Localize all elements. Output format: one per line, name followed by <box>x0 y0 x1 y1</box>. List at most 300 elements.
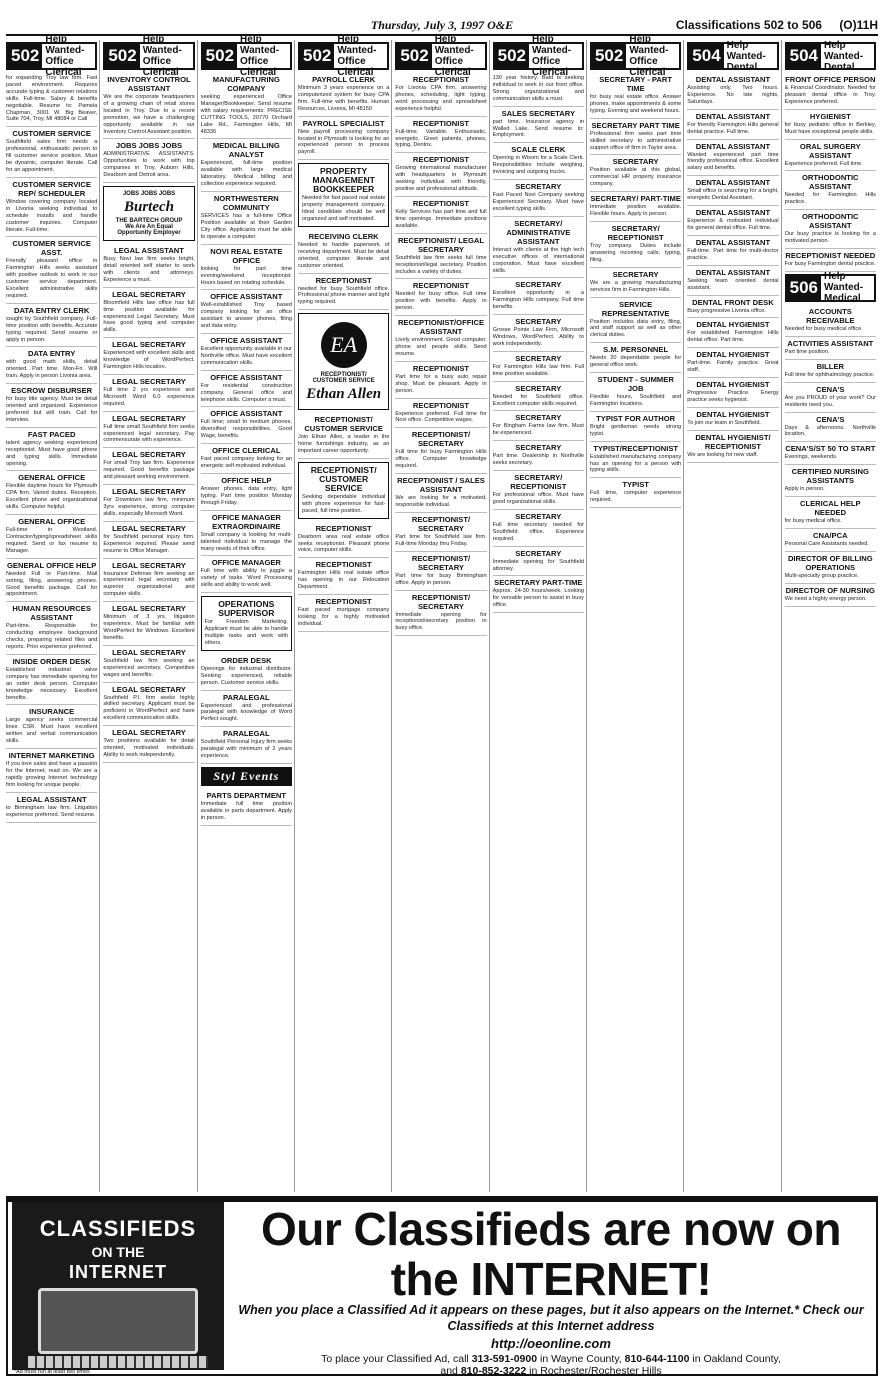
ad-body: Small company is looking for multi-talented individual to manage the many needs of their office. <box>200 531 292 552</box>
classified-ad <box>785 110 876 140</box>
category-number: 502 <box>592 44 626 68</box>
category-header-medical <box>785 271 876 305</box>
ad-title: GENERAL OFFICE HELP <box>7 560 97 570</box>
ad-body: We are looking for a motivated, responsible individual. <box>395 495 487 508</box>
category-number: 502 <box>203 44 237 68</box>
ad-body: Seeking dependable individual with phone experience for fast-paced, full time position. <box>301 493 386 514</box>
category-number: 504 <box>689 44 723 68</box>
classified-ad <box>298 274 389 311</box>
ad-body: Needed for busy medical office. <box>784 325 863 332</box>
classified-ad <box>201 245 292 291</box>
ad-title: DATA ENTRY <box>28 349 76 359</box>
ad-body: Experienced and professional paralegal with knowledge of Word Perfect sought. <box>200 702 292 723</box>
ad-title: ORTHODONTIC ASSISTANT <box>802 212 859 231</box>
ad-title: SECRETARY <box>515 353 562 363</box>
classified-ad <box>590 412 681 442</box>
classified-ad <box>201 407 292 444</box>
classified-ad <box>103 448 194 485</box>
ad-title: SECRETARY/ RECEPTIONIST <box>510 473 567 492</box>
ad-title: FAST PACED <box>27 429 76 439</box>
banner-footnote: *Ad must run at least two times <box>14 1369 90 1375</box>
ad-title: PROPERTY MANAGEMENT BOOKKEEPER <box>312 166 375 195</box>
classified-ad <box>493 73 584 107</box>
classified-ad <box>687 296 778 319</box>
ad-title: DENTAL HYGIENIST <box>696 350 770 360</box>
ad-title: RECEPTIONIST <box>412 75 470 84</box>
classified-ad <box>201 371 292 408</box>
internet-address-link[interactable]: http://oeonline.com <box>491 1336 611 1351</box>
ad-body: Days & afternoons. Northville location. <box>784 424 876 438</box>
ad-title: OFFICE ASSISTANT <box>210 336 283 346</box>
ad-title: PAYROLL SPECIALIST <box>302 118 385 128</box>
ad-title: CENA'S/ST 50 TO START <box>785 444 876 454</box>
ad-title: RECEPTIONIST <box>412 198 470 208</box>
ad-title: NORTHWESTERN COMMUNITY <box>213 194 279 213</box>
internet-promo-banner <box>6 1196 878 1376</box>
classified-ad <box>395 73 486 117</box>
place-ad-line <box>234 1353 868 1377</box>
classified-ad <box>687 318 778 348</box>
ad-title: DENTAL HYGIENIST <box>696 380 770 390</box>
ad-title: RECEPTIONIST/OFFICE ASSISTANT <box>397 318 485 337</box>
classified-ad <box>785 552 876 584</box>
ad-body: Flexible hours, Southfield and Farmington locations. <box>589 394 682 407</box>
ad-body: We are the corporate headquarters of a growing chain of retail stores located in Troy. Due to a recent promotion, we have a challenging opportunity available in our Inventory Control Assistant position. <box>103 94 195 135</box>
ethan-name: Ethan Allen <box>306 386 382 403</box>
ad-title: DENTAL ASSISTANT <box>695 237 771 247</box>
ad-body: Troy company. Duties include answering incoming calls, typing, filing. <box>589 242 682 263</box>
ad-body: Professional firm seeks part time skilled secretary to administrative support office of firm in Taylor area. <box>589 130 682 151</box>
classified-ad <box>6 515 97 559</box>
ad-body: Part time. Dealership in Northville seeks secretary. <box>492 453 584 467</box>
ad-body: Immediate opening for receptionist/secretary position in busy office. <box>395 611 487 632</box>
classified-ad <box>493 576 584 613</box>
ad-title: RECEPTIONIST/ SECRETARY <box>411 553 471 572</box>
category-header <box>687 39 778 73</box>
category-number: 502 <box>105 44 139 68</box>
ad-body: Opening in Wixom for a Scale Clerk. Responsibilities include weighing, invoicing and outgoing trucks. <box>492 155 584 176</box>
ad-body: Southfield Personal Injury firm seeks paralegal with minimum of 2 years experience. <box>200 739 292 760</box>
ad-body: Wanted experienced part time friendly professional office. Excellent salary and benefits. <box>687 151 779 172</box>
ad-title: RECEPTIONIST <box>412 155 470 165</box>
classified-ad <box>687 73 778 110</box>
ad-body: Are you PROUD of your work? Our residents need you. <box>784 394 876 408</box>
ad-title: OPERATIONS SUPERVISOR <box>218 599 275 619</box>
category-header <box>201 34 292 78</box>
ad-body: Dearborn area real estate office seeks receptionist. Pleasant phone voice, computer skills. <box>297 533 390 554</box>
category-label: Help Wanted-Office Clerical <box>45 34 85 78</box>
ad-body: for expanding Troy law firm. Fast paced environment. Requires accurate typing & customer relations skills. Full-time. Salary & benefits negotiable. Resume to: Pamela Chapman, 3001 W. Big Beaver, Suite 704, Troy, MI 48084 or Call <box>6 75 98 123</box>
ad-title: DENTAL HYGIENIST <box>696 409 770 419</box>
classified-ad <box>201 139 292 192</box>
bartech-tag: We Are An Equal Opportunity Employer <box>117 224 181 237</box>
ad-title: MEDICAL BILLING ANALYST <box>212 141 280 160</box>
ad-body: Minimum 3 years experience on a computerized system for busy CPA firm. Full-time with benefits. Human Resources, Livonia, MI 48150 <box>297 85 390 112</box>
classified-column <box>200 34 295 1192</box>
classified-ad <box>590 119 681 156</box>
classified-ad <box>6 793 97 823</box>
ad-title: LEGAL SECRETARY <box>112 523 186 533</box>
classified-ad <box>590 478 681 508</box>
classified-ad <box>687 348 778 378</box>
classified-ad <box>201 192 292 245</box>
category-label: Help Wanted-Dental <box>824 39 864 73</box>
ad-body: We are looking for new staff. <box>687 451 758 458</box>
classified-ad <box>103 375 194 412</box>
classified-ad <box>493 471 584 510</box>
classified-ad <box>785 529 876 552</box>
category-label: Help Wanted-Office Clerical <box>434 34 474 78</box>
ad-body: Growing international manufacturer with headquarters in Plymouth seeking individual with friendly, positive and professional attitude. <box>395 165 487 193</box>
ad-title: ORAL SURGERY ASSISTANT <box>799 141 861 160</box>
ad-body: Busy progressive Livonia office. <box>687 307 766 314</box>
category-label: Help Wanted-Office Clerical <box>142 34 182 78</box>
classified-ad <box>493 441 584 471</box>
classified-ad <box>395 591 486 637</box>
ad-body: Immediate position available. Flexible hours. Apply in person. <box>589 204 682 218</box>
ad-title: SECRETARY <box>515 317 562 327</box>
classified-ad <box>493 547 584 577</box>
ad-title: ACTIVITIES ASSISTANT <box>787 338 874 348</box>
ad-title: DENTAL HYGIENIST/ RECEPTIONIST <box>695 432 771 451</box>
ad-body: looking for part time evening/weekend receptionist. Hours based on rotating schedule. <box>200 265 292 286</box>
classified-ad <box>201 556 292 593</box>
ad-body: Needed for fast paced real estate property management company. Ideal candidate should be well organized and self motivated. <box>301 195 386 222</box>
ad-body: Immediate opening for Southfield attorney. <box>492 558 584 572</box>
ad-body: Our busy practice is looking for a motivated person. <box>784 231 876 245</box>
ad-body: Assisting only. Two hours. Experience. No late nights, Saturdays. <box>687 85 779 105</box>
classified-ad <box>298 117 389 161</box>
classified-ad <box>493 510 584 547</box>
ad-title: RECEPTIONIST <box>315 523 372 533</box>
ad-title: SECRETARY <box>515 182 562 192</box>
ad-body: Apply in person. <box>784 486 825 493</box>
ad-body: To join our team in Southfield. <box>687 419 761 426</box>
ad-title: HUMAN RESOURCES ASSISTANT <box>12 604 91 623</box>
ad-body: Seeking team oriented dental assistant. <box>687 277 779 291</box>
ad-body: Part time for busy Birmingham office. Apply in person. <box>395 572 487 586</box>
classified-ad <box>590 222 681 268</box>
ad-title: RECEPTIONIST/ SECRETARY <box>411 430 471 449</box>
ad-title: OFFICE MANAGER EXTRAORDINAIRE <box>211 512 281 531</box>
classified-ad <box>395 399 486 429</box>
classified-ad <box>103 244 194 288</box>
ad-body: Join Ethan Allen, a leader in the home furnishings industry, as an important career opportunity. <box>297 434 390 455</box>
ad-body: Two positions available for detail oriented, motivated individuals. Ability to work independently. <box>103 738 195 758</box>
ad-body: Needed for Farmington Hills practice. <box>784 192 876 206</box>
ad-title: OFFICE ASSISTANT <box>210 409 283 419</box>
place-wayne: in Wayne County, <box>540 1353 622 1365</box>
ad-title: JOBS JOBS JOBS <box>115 141 183 151</box>
classified-ad <box>201 691 292 728</box>
classified-ad <box>590 155 681 192</box>
ad-body: to Birmingham law firm. Litigation experience preferred. Send resume. <box>6 804 98 818</box>
ad-title: DENTAL HYGIENIST <box>696 320 770 330</box>
classified-ad <box>493 217 584 279</box>
category-label: Help Wanted-Office Clerical <box>240 34 280 78</box>
category-header <box>6 34 97 78</box>
ad-title: STUDENT - SUMMER JOB <box>597 375 674 394</box>
classified-ad <box>6 237 97 303</box>
ad-title: INSURANCE <box>29 707 75 717</box>
classified-ad <box>6 428 97 472</box>
ad-body: for busy medical office. <box>784 518 842 525</box>
ad-title: LEGAL SECRETARY <box>112 728 186 738</box>
banner-headline: Our Classifieds are now on the INTERNET! <box>260 1203 842 1305</box>
classified-ad <box>6 749 97 793</box>
classified-ad <box>785 413 876 443</box>
ad-body: 130 year history. Bald is seeking individual to work in our front office. Strong organizational and communication skills a must. <box>492 75 584 102</box>
ad-title: MANUFACTURING COMPANY <box>212 75 280 93</box>
ad-body: Part time for a busy auto repair shop. Must be pleasant. Apply in person. <box>395 373 487 394</box>
category-header <box>493 34 584 78</box>
ad-body: If you love sales and have a passion for the Internet, read on. We are a rapidly growing Internet technology firm looking for unique people. <box>6 761 98 788</box>
category-label: Help Wanted-Office Clerical <box>337 34 377 78</box>
classified-ad <box>395 197 486 234</box>
ad-title: SECRETARY <box>612 157 659 167</box>
art-line-2: ON THE <box>91 1244 145 1260</box>
ad-title: RECEPTIONIST <box>412 363 470 373</box>
ad-body: Experience preferred. Full time for Novi office. Competitive wages. <box>395 410 487 424</box>
ad-body: Lively environment. Good computer, phone and people skills. Send resume. <box>395 337 487 357</box>
ad-title: BILLER <box>816 361 844 371</box>
ad-title: PARALEGAL <box>222 692 270 702</box>
ad-body: Full-time. Part time for multi-doctor practice. <box>687 247 779 261</box>
ad-body: Southfield law firm seeks full time receptionist/legal secretary. Position includes a variety of duties. <box>395 254 487 275</box>
ad-title: LEGAL SECRETARY <box>112 376 186 386</box>
ad-title: SECRETARY PART-TIME <box>494 578 583 588</box>
ad-title: DENTAL ASSISTANT <box>695 141 771 151</box>
ad-body: Position includes data entry, filing, and staff support as well as other clerical duties. <box>589 318 682 339</box>
classified-ad <box>298 522 389 559</box>
ad-title: SECRETARY <box>515 413 562 423</box>
ad-body: Kelly Services has part time and full time openings. Immediate positions available. <box>395 208 487 229</box>
classified-column <box>492 34 587 1192</box>
ad-title: RECEPTIONIST/ CUSTOMER SERVICE <box>304 415 383 434</box>
ad-title: RECEPTIONIST <box>315 597 372 607</box>
classified-ad <box>687 110 778 140</box>
place-prefix: To place your Classified Ad, call <box>321 1353 469 1365</box>
ad-title: ESCROW DISBURSER <box>11 386 93 396</box>
phone-wayne[interactable]: 313-591-0900 <box>471 1353 538 1365</box>
classified-ad <box>298 462 389 519</box>
classified-ad <box>298 73 389 117</box>
ad-title: OFFICE ASSISTANT <box>210 372 283 382</box>
classified-ad <box>201 596 292 651</box>
ad-title: INSIDE ORDER DESK <box>12 656 91 666</box>
classified-ad <box>103 726 194 763</box>
ad-body: Busy Novi law firm seeks bright, detail oriented self starter to work with clients and attorneys. Experience a must. <box>103 256 195 283</box>
ad-body: Experience & motivated individual for general dental office. Full time. <box>687 218 779 231</box>
ad-title: TYPIST <box>622 480 649 490</box>
ad-body: We are a growing manufacturing services firm in Farmington Hills. <box>589 279 682 293</box>
ad-body: New payroll processing company located in Plymouth is looking for an experienced person to process payroll. <box>297 128 390 156</box>
ad-body: Full time small Southfield firm seeks experienced legal secretary. Pay commensurate with experience. <box>103 423 195 444</box>
classified-ad <box>298 413 389 459</box>
classified-ad <box>493 107 584 144</box>
ad-body: For friendly Farmington Hills general dental practice. Full time. <box>687 121 779 135</box>
ad-title: DENTAL ASSISTANT <box>695 111 771 121</box>
ad-body: Openings for industrial distributor. Seeking experienced, reliable person. Customer service skills. <box>200 665 292 686</box>
classified-ad <box>395 513 486 552</box>
place-and: and <box>440 1365 458 1377</box>
classified-ad <box>785 249 876 272</box>
ad-body: for busy pediatric office in Berkley. Must have exceptional people skills. <box>784 121 876 135</box>
ad-title: CNA/PCA <box>812 531 848 541</box>
art-line-1: CLASSIFIEDS <box>39 1216 197 1241</box>
ad-body: Established manufacturing company has an opening for a person with typing skills. <box>589 453 682 474</box>
ad-body: needed for busy Southfield office. Professional phone manner and light typing required. <box>297 285 390 306</box>
ad-body: Part time for Southfield law firm. Full-time Monday thru Friday. <box>395 533 487 547</box>
classified-ad <box>785 497 876 529</box>
classified-ad <box>493 143 584 180</box>
ad-body: seeking experienced Office Manager/Bookkeeper. Send resume with salary requirements: PRECISE CUTTING TOOLS, 20770 Orchard Lake Rd., Farmington Hills, MI 48336 <box>200 94 292 135</box>
ad-title: RECEIVING CLERK <box>308 231 379 241</box>
ad-title: PARALEGAL <box>222 729 270 739</box>
ad-title: DIRECTOR OF NURSING <box>785 585 875 595</box>
ad-title: PARTS DEPARTMENT <box>206 790 287 800</box>
ad-body: Insurance Defense firm seeking an experienced legal secretary with superior organizational and computer skills. <box>103 570 195 598</box>
ad-body: for busy real estate office. Answer phones, make appointments & some typing. Evening and weekend hours. <box>589 94 682 114</box>
classified-ad <box>493 180 584 217</box>
ad-title: RECEPTIONIST <box>412 118 470 128</box>
ad-body: Large agency seeks commercial lines CSR. Must have excellent written and verbal communication skills. <box>6 717 98 745</box>
ad-title: OFFICE HELP <box>221 476 272 485</box>
ad-body: Established industrial valve company has immediate opening for an order desk person. Computer knowledge necessary. Excellent benefits. <box>6 666 98 701</box>
ad-body: Personal Care Assistants needed. <box>784 541 869 548</box>
ad-body: For Freedom Marketing. Applicant must be able to handle multiple tasks and work with others. <box>204 619 288 646</box>
classifications-range: Classifications 502 to 506 <box>675 18 822 32</box>
classified-ad <box>395 316 486 362</box>
classified-ad <box>687 408 778 431</box>
ad-body: Experience preferred. Full time. <box>784 160 863 167</box>
ad-title: RECEPTIONIST/ CUSTOMER SERVICE <box>310 464 377 493</box>
ad-body: ADMINISTRATIVE ASSISTANTS. Opportunities to work with top companies in Troy, Auburn Hills, Dearborn and Detroit area. <box>103 151 195 179</box>
ad-title: RECEPTIONIST <box>315 560 372 570</box>
classified-ad <box>103 485 194 522</box>
classified-ad <box>395 153 486 197</box>
classified-ad <box>201 654 292 691</box>
classified-ad <box>395 428 486 474</box>
ad-body: Farmington Hills real estate office has opening in our Relocation Department. <box>297 570 390 591</box>
ad-title: SECRETARY <box>515 511 562 521</box>
classified-ad <box>785 584 876 607</box>
category-number: 506 <box>787 276 821 300</box>
ad-title: LEGAL ASSISTANT <box>114 246 184 256</box>
ad-body: Interact with clients at the high tech executive offices of international corporation. Must have excellent skills. <box>492 246 584 274</box>
classified-ad <box>201 444 292 474</box>
classified-ad <box>493 382 584 412</box>
ad-title: RECEPTIONIST <box>412 281 470 291</box>
category-label: Help Wanted-Office Clerical <box>629 34 669 78</box>
ad-body: For established Farmington Hills dental office. Part time. <box>687 330 779 344</box>
ad-title: RECEPTIONIST <box>412 400 470 410</box>
classified-ad <box>201 511 292 557</box>
classified-ad <box>201 474 292 511</box>
ad-body: Fast paced mortgage company looking for a highly motivated individual. <box>297 607 390 627</box>
classified-ad <box>395 117 486 154</box>
ad-title: RECEPTIONIST/ SECRETARY <box>411 514 471 533</box>
ad-title: GENERAL OFFICE <box>18 473 86 483</box>
classifieds-internet-art <box>12 1202 224 1370</box>
ad-body: Window covering company located in Livonia seeking individual to schedule installs and handle customer inquiries. Computer literate. Full-time. <box>6 198 98 233</box>
classified-ad <box>590 442 681 479</box>
classified-columns <box>6 34 878 1192</box>
art-line-3: INTERNET <box>69 1262 167 1282</box>
classified-ad <box>103 683 194 727</box>
ad-body: with good math skills, detail oriented. Part time. Mon-Fri. Will train. Apply in person Livonia area. <box>6 359 98 380</box>
ad-title: CUSTOMER SERVICE REP/ SCHEDULER <box>12 179 91 198</box>
phone-rochester[interactable]: 810-852-3222 <box>460 1365 527 1377</box>
ad-title: INTERNET MARKETING <box>8 751 95 761</box>
classified-ad <box>687 236 778 266</box>
ad-body: Part time position. <box>784 348 830 355</box>
page-header <box>6 16 878 36</box>
ad-title: DENTAL ASSISTANT <box>695 75 771 84</box>
classified-ad <box>201 290 292 334</box>
classified-ad <box>103 646 194 683</box>
ad-body: SERVICES has a full-time Office Position available at their Garden City office. Applicants must be able to operate a computer. <box>200 213 292 240</box>
classified-ad <box>395 552 486 591</box>
classified-ad <box>785 465 876 497</box>
ad-body: Progressive Practice. Energy practice seeks hygienist. <box>687 390 779 403</box>
ad-title: RECEPTIONIST / SALES ASSISTANT <box>397 476 485 495</box>
section-name: O&E <box>487 18 514 32</box>
classified-ad <box>6 304 97 348</box>
category-header <box>590 34 681 78</box>
category-number: 502 <box>397 44 431 68</box>
ad-title: SECRETARY <box>515 443 562 453</box>
classified-ad <box>298 595 389 632</box>
ad-body: Part-time. Responsible for conducting employee background checks, preparing related files and reports. Prior experience preferred. <box>6 623 98 651</box>
classified-ad <box>103 73 194 139</box>
category-label: Help Wanted-Medical <box>824 271 864 305</box>
classified-ad <box>103 522 194 559</box>
classified-ad <box>785 442 876 465</box>
category-number: 502 <box>8 44 42 68</box>
ad-title: SECRETARY/ RECEPTIONIST <box>607 223 664 242</box>
ad-body: Bright gentleman needs strong typist. <box>589 423 682 437</box>
ad-body: Southfield law firm seeking an experienced secretary. Competitive wages and benefits. <box>103 657 195 678</box>
ad-body: Full time 2 yrs experience and Microsoft Word 6.0 experience required. <box>103 386 195 407</box>
classified-ad <box>687 206 778 236</box>
page-number: (O)11H <box>839 18 878 32</box>
place-rochester: in Rochester/Rochester Hills <box>529 1365 662 1377</box>
ad-title: SECRETARY - PART TIME <box>599 75 672 93</box>
ad-title: LEGAL SECRETARY <box>112 450 186 460</box>
ad-title: SCALE CLERK <box>511 145 566 155</box>
ad-title: ORTHODONTIC ASSISTANT <box>802 173 859 192</box>
ad-body: Needed Full or Part-time. Mail sorting, filing, answering phones. Good benefits package. Call for appointment. <box>6 570 98 598</box>
ad-title: SECRETARY/ PART-TIME <box>590 194 681 204</box>
category-header <box>785 39 876 73</box>
ad-title: ACCOUNTS RECEIVABLE <box>806 306 855 325</box>
ad-body: For busy Farmington dental practice. <box>784 261 876 268</box>
ad-body: Bloomfield Hills law office has full time position available for experienced Legal Secretary. Must have good typing and computer skills. <box>103 299 195 334</box>
classified-column <box>785 40 878 1192</box>
phone-oakland[interactable]: 810-644-1100 <box>624 1353 690 1365</box>
ad-title: LEGAL SECRETARY <box>112 289 186 299</box>
classified-ad <box>785 210 876 249</box>
ad-title: INVENTORY CONTROL ASSISTANT <box>107 75 191 93</box>
ad-body: Needed for busy office. Full time position with benefits. Apply in person. <box>395 291 487 312</box>
ad-body: Flexible daytime hours for Plymouth CPA firm. Varied duties. Reception. Excellent phone and organizational skills. Computer helpful. <box>6 483 98 511</box>
ad-title: RECEPTIONIST/ LEGAL SECRETARY <box>397 235 485 254</box>
ad-title: LEGAL SECRETARY <box>112 340 186 350</box>
ad-body: Needed for Southfield office. Excellent computer skills required. <box>492 393 584 407</box>
classified-ad <box>687 431 778 463</box>
bartech-top: JOBS JOBS JOBS <box>122 191 176 198</box>
